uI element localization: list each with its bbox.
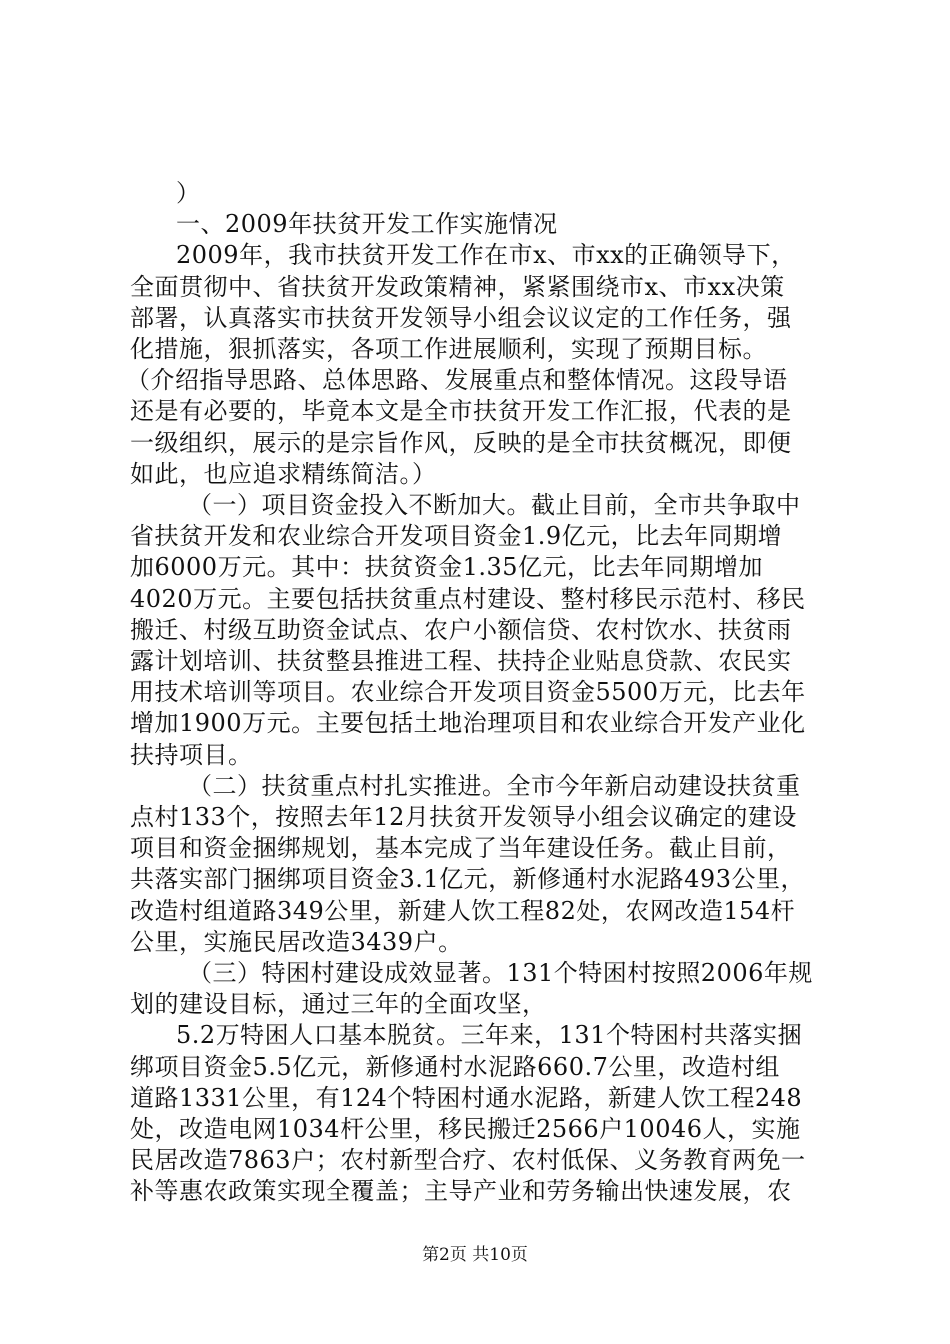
text-line: 划的建设目标，通过三年的全面攻坚，: [130, 990, 547, 1019]
text-line: 5.2万特困人口基本脱贫。三年来，131个特困村共落实捆: [176, 1021, 802, 1050]
text-line: 如此，也应追求精练简洁。）: [130, 459, 437, 488]
text-line: 省扶贫开发和农业综合开发项目资金1.9亿元，比去年同期增: [130, 522, 783, 551]
text-line: 公里，实施民居改造3439户。: [130, 927, 463, 956]
text-line: 用技术培训等项目。农业综合开发项目资金5500万元，比去年: [130, 678, 806, 707]
text-line: 共落实部门捆绑项目资金3.1亿元，新修通村水泥路493公里，: [130, 865, 805, 894]
text-line: ）: [176, 179, 201, 207]
text-line: 搬迁、村级互助资金试点、农户小额信贷、农村饮水、扶贫雨: [130, 615, 792, 644]
text-line: 改造村组道路349公里，新建人饮工程82处，农网改造154杆: [130, 896, 796, 925]
text-line: 化措施，狠抓落实，各项工作进展顺利，实现了预期目标。: [130, 335, 767, 363]
text-line: 还是有必要的，毕竟本文是全市扶贫开发工作汇报，代表的是: [130, 397, 792, 426]
text-line: （二）扶贫重点村扎实推进。全市今年新启动建设扶贫重: [188, 771, 801, 800]
text-line: 扶持项目。: [130, 740, 253, 769]
text-line: 4020万元。主要包括扶贫重点村建设、整村移民示范村、移民: [130, 584, 806, 613]
page-footer: 第2页 共10页: [422, 1245, 528, 1265]
text-line: 加6000万元。其中：扶贫资金1.35亿元，比去年同期增加: [130, 553, 764, 582]
text-line: （三）特困村建设成效显著。131个特困村按照2006年规: [188, 959, 813, 987]
text-line: 道路1331公里，有124个特困村通水泥路，新建人饮工程248: [130, 1083, 803, 1112]
text-line: （一）项目资金投入不断加大。截止目前，全市共争取中: [188, 491, 801, 519]
text-line: 一级组织，展示的是宗旨作风，反映的是全市扶贫概况，即便: [130, 428, 792, 457]
text-line: 民居改造7863户；农村新型合疗、农村低保、义务教育两免一: [130, 1146, 806, 1175]
text-line: 部署，认真落实市扶贫开发领导小组会议议定的工作任务，强: [130, 303, 792, 332]
text-line: 处，改造电网1034杆公里，移民搬迁2566户10046人，实施: [130, 1115, 801, 1143]
text-line: 绑项目资金5.5亿元，新修通村水泥路660.7公里，改造村组: [130, 1052, 780, 1081]
text-line: 增加1900万元。主要包括土地治理项目和农业综合开发产业化: [130, 709, 806, 738]
text-line: （介绍指导思路、总体思路、发展重点和整体情况。这段导语: [126, 366, 788, 395]
text-line: 露计划培训、扶贫整县推进工程、扶持企业贴息贷款、农民实: [130, 647, 792, 675]
section-heading: 一、2009年扶贫开发工作实施情况: [176, 210, 558, 239]
text-line: 项目和资金捆绑规划，基本完成了当年建设任务。截止目前，: [130, 834, 792, 863]
text-line: 全面贯彻中、省扶贫开发政策精神，紧紧围绕市x、市xx决策: [130, 272, 785, 301]
text-line: 补等惠农政策实现全覆盖；主导产业和劳务输出快速发展，农: [130, 1177, 792, 1206]
text-line: 2009年，我市扶贫开发工作在市x、市xx的正确领导下，: [176, 241, 796, 270]
text-line: 点村133个，按照去年12月扶贫开发领导小组会议确定的建设: [130, 803, 797, 831]
